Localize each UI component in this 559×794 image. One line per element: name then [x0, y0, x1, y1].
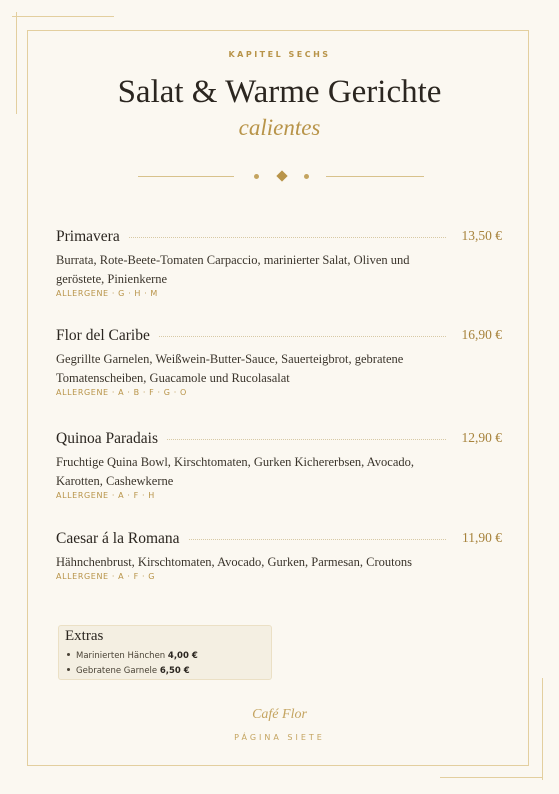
menu-item-allergens: ALLERGENE · A · B · F · G · O	[56, 388, 187, 397]
menu-item-name: Quinoa Paradais	[56, 430, 166, 448]
menu-item-price: 16,90 €	[461, 327, 502, 342]
extra-price: 6,50 €	[159, 666, 190, 676]
menu-item-name: Primavera	[56, 228, 128, 246]
bullet-icon	[67, 668, 70, 671]
menu-item-name: Flor del Caribe	[56, 327, 158, 345]
menu-item	[56, 530, 504, 581]
extra-label: Gebratene Garnele	[76, 666, 158, 676]
menu-item-allergens: ALLERGENE · A · F · H	[56, 491, 155, 500]
menu-item-header	[56, 430, 504, 450]
footer-page-label: PÁGINA SIETE	[234, 733, 325, 742]
page-subtitle: calientes	[238, 115, 321, 140]
menu-item-price: 12,90 €	[461, 430, 502, 445]
corner-line-horizontal	[440, 777, 542, 778]
bullet-icon	[67, 653, 70, 656]
menu-item-allergens: ALLERGENE · G · H · M	[56, 289, 158, 298]
footer-brand-logo: Café Flor	[252, 707, 307, 722]
menu-item-price: 13,50 €	[461, 228, 502, 243]
divider-line-right	[326, 176, 424, 177]
dot-icon	[254, 174, 259, 179]
menu-item-name: Caesar á la Romana	[56, 530, 188, 548]
menu-item-allergens: ALLERGENE · A · F · G	[56, 572, 156, 581]
menu-item-description: Burrata, Rote-Beete-Tomaten Carpaccio, marinierter Salat, Oliven und geröstete, Pinienkerne	[56, 253, 410, 286]
extra-price: 4,00 €	[167, 651, 198, 661]
menu-item	[56, 327, 504, 397]
dot-icon	[304, 174, 309, 179]
menu-item-description: Fruchtige Quina Bowl, Kirschtomaten, Gurken Kichererbsen, Avocado, Karotten, Cashewkerne	[56, 455, 415, 488]
menu-item-description: Gegrillte Garnelen, Weißwein-Butter-Sauce, Sauerteigbrot, gebratene Tomatenscheiben, Guacamole und Rucolasalat	[56, 352, 404, 385]
menu-item-header	[56, 228, 504, 248]
page-title: Salat & Warme Gerichte	[117, 74, 442, 110]
menu-item-header	[56, 530, 504, 550]
extras-list-item	[67, 664, 198, 679]
corner-line-horizontal	[12, 16, 114, 17]
menu-item-header	[56, 327, 504, 347]
menu-item	[56, 228, 504, 298]
corner-line-vertical	[542, 678, 543, 780]
extras-list	[67, 649, 198, 679]
extra-label: Marinierten Hänchen	[76, 651, 166, 661]
chapter-label: KAPITEL SECHS	[228, 50, 331, 59]
menu-item-description: Hähnchenbrust, Kirschtomaten, Avocado, Gurken, Parmesan, Croutons	[56, 555, 412, 569]
divider-line-left	[138, 176, 234, 177]
menu-item-price: 11,90 €	[462, 530, 502, 545]
extras-box	[58, 625, 272, 680]
extras-title: Extras	[65, 628, 104, 644]
menu-item	[56, 430, 504, 500]
extras-list-item	[67, 649, 198, 664]
